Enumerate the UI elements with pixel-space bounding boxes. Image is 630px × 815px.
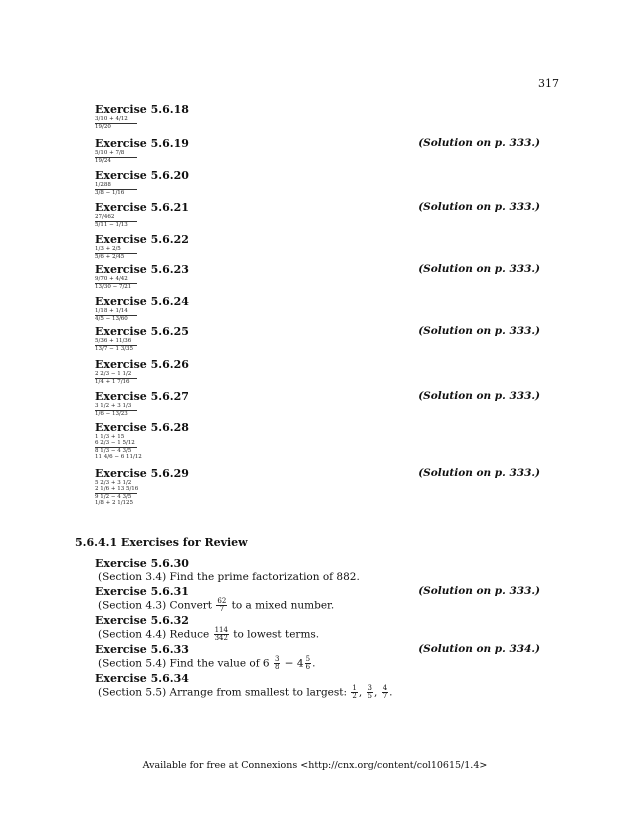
review-exercise-block	[95, 585, 540, 613]
exercise-title: Exercise 5.6.19	[95, 137, 189, 150]
complex-fraction-expression	[95, 116, 540, 130]
expression-line: 27/462	[95, 214, 115, 220]
exercise-prompt: (Section 4.4) Reduce	[98, 628, 210, 641]
exercise-block	[95, 233, 540, 260]
exercise-block	[95, 169, 540, 196]
complex-fraction-expression	[95, 150, 540, 164]
exercise-title: Exercise 5.6.20	[95, 169, 189, 182]
exercise-title: Exercise 5.6.29	[95, 467, 189, 480]
exercise-text	[98, 627, 540, 642]
complex-fraction-expression	[95, 371, 540, 385]
denominator: 342	[214, 634, 228, 642]
denominator: 8	[274, 663, 280, 671]
inline-fraction	[382, 685, 388, 700]
inline-fraction	[351, 685, 357, 700]
inline-fraction	[214, 627, 229, 642]
expression-line: 1/288	[95, 182, 111, 188]
numerator: 3	[274, 655, 280, 663]
exercise-text: (Section 5.5) Arrange from smallest to largest: $\frac{1}{2}$ , $\frac{3}{5}$ , $\frac{4}{7}$ .	[98, 684, 393, 700]
expression-line: 9 1/2 − 4 3/5	[95, 494, 132, 500]
expression-line: 11 4/6 − 6 11/12	[95, 454, 142, 460]
expression-line: 1/18 + 1/14	[95, 308, 128, 314]
exercise-block	[95, 295, 540, 322]
expression-line: 19/24	[95, 158, 111, 164]
expression-line: 5 2/3 + 3 1/2	[95, 480, 132, 486]
exercise-title: Exercise 5.6.21	[95, 201, 189, 214]
exercise-text	[98, 598, 540, 613]
expression-line: 2 2/3 − 1 1/2	[95, 371, 132, 377]
numerator: 1	[352, 684, 357, 692]
exercise-title: Exercise 5.6.30	[95, 557, 189, 570]
numerator: 62	[217, 597, 227, 605]
expression-line: 3/8 − 1/16	[95, 190, 125, 196]
exercise-title: Exercise 5.6.25	[95, 325, 189, 338]
exercise-title: Exercise 5.6.27	[95, 390, 189, 403]
page-footer: Available for free at Connexions <http://cnx.org/content/col10615/1.4>	[142, 760, 488, 771]
exercise-text	[98, 656, 540, 671]
exercise-block	[95, 421, 540, 460]
exercise-title: Exercise 5.6.22	[95, 233, 189, 246]
exercise-title: Exercise 5.6.31	[95, 585, 189, 598]
exercise-suffix: to a mixed number.	[231, 599, 335, 612]
complex-fraction-expression	[95, 246, 540, 260]
operator-term: − 4	[284, 657, 304, 670]
review-section-title: 5.6.4.1 Exercises for Review	[75, 536, 248, 549]
numerator: 5	[305, 655, 311, 663]
numerator: 3	[367, 684, 373, 692]
exercise-title: Exercise 5.6.24	[95, 295, 189, 308]
inline-fraction	[216, 598, 227, 613]
expression-line: 5/36 + 11/36	[95, 338, 132, 344]
exercise-prompt: (Section 5.4) Find the value of 6	[98, 657, 270, 670]
solution-link[interactable]: (Solution on p. 333.)	[418, 137, 540, 149]
solution-link[interactable]: (Solution on p. 333.)	[418, 467, 540, 479]
exercise-title: Exercise 5.6.34	[95, 672, 189, 685]
exercise-suffix: .	[389, 686, 393, 699]
exercise-text	[98, 570, 540, 584]
review-exercise-block	[95, 672, 540, 700]
expression-line: 6 2/3 − 1 5/12	[95, 440, 135, 446]
expression-line: 1 1/3 + 15	[95, 434, 125, 440]
solution-link[interactable]: (Solution on p. 333.)	[418, 201, 540, 213]
expression-line: 1/6 − 13/23	[95, 411, 128, 417]
denominator: 7	[219, 605, 225, 613]
complex-fraction-expression	[95, 214, 540, 228]
complex-fraction-expression	[95, 338, 540, 352]
exercise-prompt: (Section 3.4) Find the prime factorization of 882.	[98, 571, 360, 583]
complex-fraction-expression	[95, 480, 540, 506]
expression-line: 5/6 + 2/45	[95, 254, 125, 260]
solution-link[interactable]: (Solution on p. 333.)	[418, 263, 540, 275]
expression-line: 8 1/3 − 4 3/5	[95, 448, 132, 454]
page-number: 317	[538, 77, 559, 90]
complex-fraction-expression	[95, 403, 540, 417]
expression-line: 1/8 + 2 1/125	[95, 500, 134, 506]
solution-link[interactable]: (Solution on p. 333.)	[418, 390, 540, 402]
expression-line: 4/5 − 13/60	[95, 316, 128, 322]
review-exercise-block	[95, 614, 540, 642]
numerator: 114	[214, 626, 228, 634]
review-exercise-block	[95, 643, 540, 671]
expression-line: 13/7 − 1 3/35	[95, 346, 134, 352]
denominator: 2	[352, 692, 357, 700]
expression-line: 1/3 + 2/5	[95, 246, 121, 252]
inline-fraction	[367, 685, 373, 700]
complex-fraction-expression	[95, 182, 540, 196]
exercise-block	[95, 201, 540, 228]
exercise-block	[95, 103, 540, 130]
denominator: 6	[305, 663, 311, 671]
exercise-block	[95, 390, 540, 417]
complex-fraction-expression	[95, 276, 540, 290]
inline-fraction	[305, 656, 311, 671]
exercise-prompt: (Section 4.3) Convert	[98, 599, 213, 612]
expression-line: 9/70 + 4/42	[95, 276, 128, 282]
solution-link[interactable]: (Solution on p. 334.)	[418, 643, 540, 655]
expression-line: 5/11 − 1/13	[95, 222, 128, 228]
denominator: 7	[382, 692, 388, 700]
exercise-title: Exercise 5.6.33	[95, 643, 189, 656]
expression-line: 3/10 + 4/12	[95, 116, 128, 122]
exercise-suffix: to lowest terms.	[233, 628, 320, 641]
exercise-title: Exercise 5.6.26	[95, 358, 189, 371]
inline-fraction	[274, 656, 280, 671]
solution-link[interactable]: (Solution on p. 333.)	[418, 585, 540, 597]
expression-line: 3 1/2 + 3 1/3	[95, 403, 132, 409]
denominator: 5	[367, 692, 373, 700]
exercise-suffix: .	[312, 657, 316, 670]
complex-fraction-expression	[95, 308, 540, 322]
expression-line: 19/20	[95, 124, 111, 130]
exercise-title: Exercise 5.6.18	[95, 103, 189, 116]
expression-line: 13/30 − 7/21	[95, 284, 132, 290]
expression-line: 1/4 + 1 7/16	[95, 379, 130, 385]
review-exercise-block	[95, 557, 540, 584]
exercise-block	[95, 263, 540, 290]
exercise-block	[95, 137, 540, 164]
expression-line: 2 1/6 + 13 5/16	[95, 486, 139, 492]
exercise-title: Exercise 5.6.28	[95, 421, 189, 434]
expression-line: 5/10 + 7/8	[95, 150, 125, 156]
exercise-title: Exercise 5.6.32	[95, 614, 189, 627]
exercise-prompt: (Section 5.5) Arrange from smallest to largest:	[98, 686, 348, 699]
solution-link[interactable]: (Solution on p. 333.)	[418, 325, 540, 337]
exercise-block	[95, 358, 540, 385]
exercise-block	[95, 325, 540, 352]
exercise-title: Exercise 5.6.23	[95, 263, 189, 276]
exercise-block	[95, 467, 540, 506]
numerator: 4	[382, 684, 388, 692]
complex-fraction-expression	[95, 434, 540, 460]
